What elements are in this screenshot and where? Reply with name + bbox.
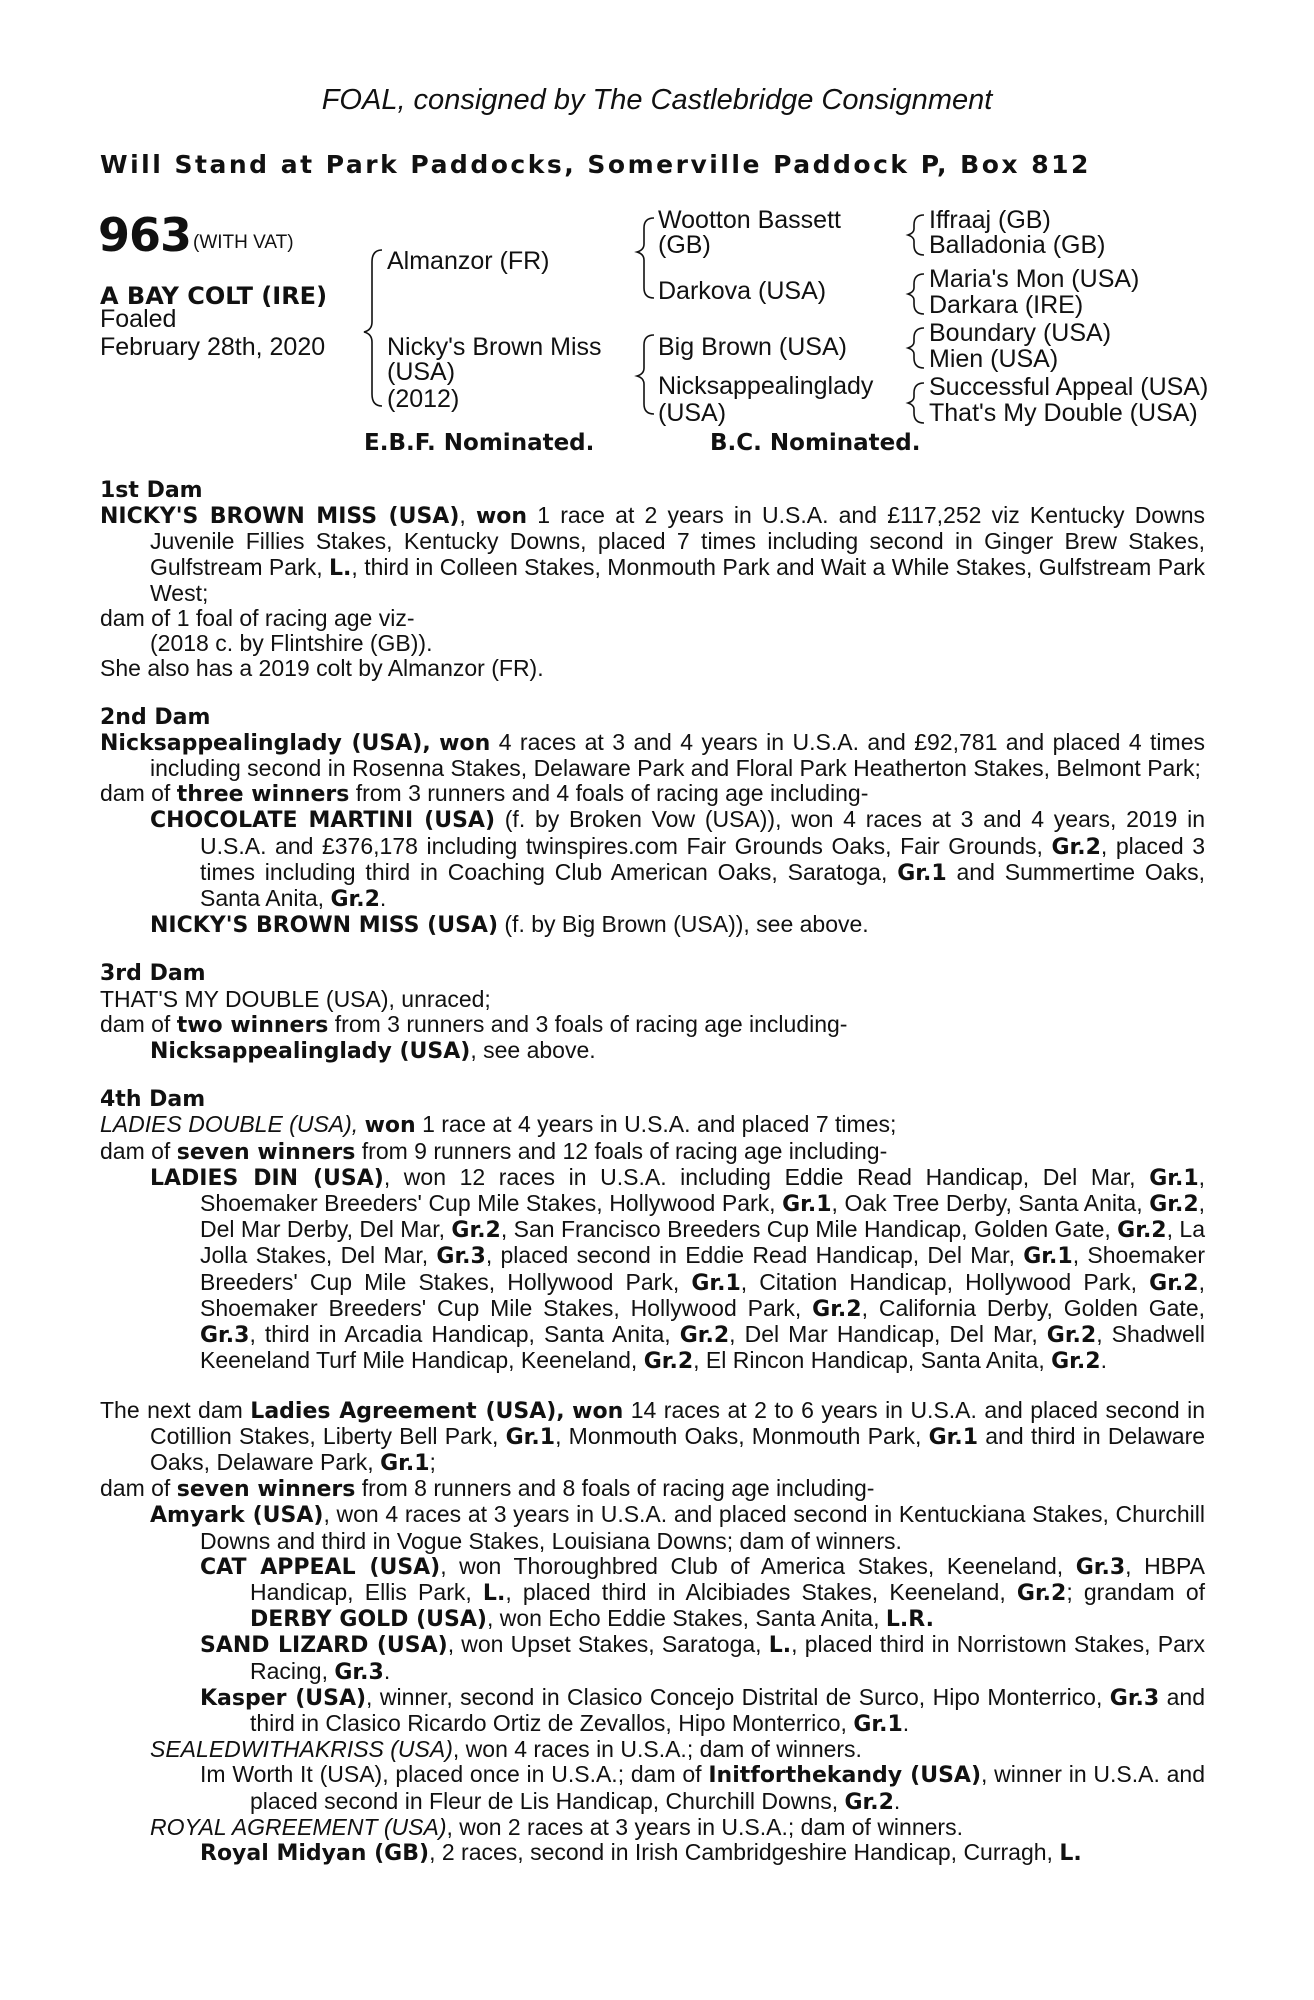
progeny-kasper: Kasper (USA), winner, second in Clasico Concejo Distrital de Surco, Hipo Monterrico, Gr.3 and third in Clasico Ricardo Ortiz de Zevallos, Hipo Monterrico, Gr.1. xyxy=(200,1683,1206,1737)
gen3-1: Iffraaj (GB) xyxy=(929,206,1051,234)
third-dam-record: THAT'S MY DOUBLE (USA), unraced; xyxy=(100,985,491,1012)
fourth-dam-produce: dam of seven winners from 9 runners and 12 foals of racing age including- xyxy=(100,1137,888,1165)
race-text: , Shadwell Keeneland Turf Mile Handicap, Keeneland, xyxy=(200,1321,1205,1374)
race-text: , Oak Tree Derby, Santa Anita, xyxy=(831,1190,1150,1217)
race-grade: Gr.2 xyxy=(1117,1218,1167,1244)
progeny-sealedwithakriss: SEALEDWITHAKRISS (USA), won 4 races in U.S.A.; dam of winners. xyxy=(150,1736,862,1763)
catalogue-body xyxy=(100,478,1205,1866)
race-grade: Gr.2 xyxy=(812,1296,862,1322)
sire-dam-name: Darkova (USA) xyxy=(658,277,827,305)
dam-dam-country: (USA) xyxy=(658,399,727,427)
first-dam-heading: 1st Dam xyxy=(100,478,203,503)
race-text: , San Francisco Breeders Cup Mile Handicap, Golden Gate, xyxy=(500,1216,1118,1243)
race-text: , Shoemaker Breeders' Cup Mile Stakes, Hollywood Park, xyxy=(200,1268,1205,1321)
vat-label: (WITH VAT) xyxy=(193,232,294,253)
dam-name: Nicky's Brown Miss xyxy=(387,333,602,361)
sire-sire-country: (GB) xyxy=(658,231,711,259)
fourth-dam-record: LADIES DOUBLE (USA), won 1 race at 4 years in U.S.A. and placed 7 times; xyxy=(100,1111,897,1139)
progeny-amyark: Amyark (USA), won 4 races at 3 years in U.S.A. and placed second in Kentuckiana Stakes, Churchill Downs and third in Vogue Stakes, Louisiana Downs; dam of winners. xyxy=(150,1501,1205,1554)
gen3-8: That's My Double (USA) xyxy=(929,399,1198,427)
gen3-5: Boundary (USA) xyxy=(929,319,1112,347)
progeny-im-worth-it: Im Worth It (USA), placed once in U.S.A.; dam of Initforthekandy (USA), winner in U.S.A. and placed second in Fleur de Lis Handicap, Churchill Downs, Gr.2. xyxy=(200,1761,1205,1815)
race-grade: Gr.2 xyxy=(1051,1349,1101,1375)
progeny-sand-lizard: SAND LIZARD (USA), won Upset Stakes, Saratoga, L., placed third in Norristown Stakes, Parx Racing, Gr.3. xyxy=(200,1631,1206,1685)
bc-nominated: B.C. Nominated. xyxy=(710,430,921,456)
race-grade: Gr.1 xyxy=(691,1270,741,1296)
stand-location: Will Stand at Park Paddocks, Somerville Paddock P, Box 812 xyxy=(100,150,1091,179)
race-grade: Gr.1 xyxy=(1023,1244,1073,1270)
race-text: , Shoemaker Breeders' Cup Mile Stakes, Hollywood Park, xyxy=(200,1163,1206,1217)
foaled-label: Foaled xyxy=(100,305,177,333)
gen3-brace-4 xyxy=(908,383,924,423)
race-text: , third in Arcadia Handicap, Santa Anita, xyxy=(249,1321,680,1348)
fourth-dam-heading: 4th Dam xyxy=(100,1087,206,1113)
race-text: , El Rincon Handicap, Santa Anita, xyxy=(693,1347,1052,1374)
gen3-7: Successful Appeal (USA) xyxy=(929,373,1209,401)
progeny-cat-appeal: CAT APPEAL (USA), won Thoroughbred Club of America Stakes, Keeneland, Gr.3, HBPA Handicap, Ellis Park, L., placed third in Alcibiades Stakes, Keeneland, Gr.2; grandam of DERBY GOLD (USA), won Echo Eddie Stakes, Santa Anita, L.R. xyxy=(200,1552,1206,1633)
progeny-chocolate-martini: CHOCOLATE MARTINI (USA) (f. by Broken Vow (USA)), won 4 races at 3 and 4 years, 2019 in U.S.A. and £376,178 including twinspires.com Fair Grounds Oaks, Fair Grounds, Gr.2, placed 3 times including third in Coaching Club American Oaks, Saratoga, Gr.1 and Summertime Oaks, Santa Anita, Gr.2. xyxy=(150,806,1206,913)
first-dam-record: NICKY'S BROWN MISS (USA), won 1 race at 2 years in U.S.A. and £117,252 viz Kentucky Downs Juvenile Fillies Stakes, Kentucky Downs, placed 7 times including second in Ginger Brew Stakes, Gulfstream Park, L., third in Colleen Stakes, Monmouth Park and Wait a While Stakes, Gulfstream Park West; xyxy=(100,502,1206,606)
race-grade: Gr.2 xyxy=(643,1349,694,1375)
next-dam-produce: dam of seven winners from 8 runners and 8 foals of racing age including- xyxy=(100,1475,875,1503)
race-grade: Gr.1 xyxy=(1149,1165,1199,1191)
race-text: , California Derby, Golden Gate, xyxy=(861,1294,1206,1321)
sire-name: Almanzor (FR) xyxy=(387,247,550,275)
gen1-brace xyxy=(364,250,382,406)
gen3-brace-2 xyxy=(908,274,924,314)
progeny-nicksappealinglady: Nicksappealinglady (USA), see above. xyxy=(150,1037,596,1065)
dam-sire-name: Big Brown (USA) xyxy=(658,333,847,361)
race-grade: Gr.2 xyxy=(1149,1192,1199,1218)
consignor-line: FOAL, consigned by The Castlebridge Consignment xyxy=(321,84,993,116)
race-text: , placed second in Eddie Read Handicap, Del Mar, xyxy=(485,1242,1024,1269)
dam-year: (2012) xyxy=(387,385,460,413)
first-dam-produce: dam of 1 foal of racing age viz- xyxy=(100,605,415,632)
ebf-nominated: E.B.F. Nominated. xyxy=(364,430,595,456)
second-dam-produce: dam of three winners from 3 runners and 4 foals of racing age including- xyxy=(100,780,869,808)
lot-number: 963 xyxy=(98,208,192,262)
race-grade: Gr.3 xyxy=(200,1323,250,1349)
first-dam-also: She also has a 2019 colt by Almanzor (FR). xyxy=(100,655,544,682)
foaled-date: February 28th, 2020 xyxy=(100,333,326,361)
dam-country: (USA) xyxy=(387,358,456,386)
horse-title: A BAY COLT (IRE) xyxy=(100,282,328,310)
race-text: , Citation Handicap, Hollywood Park, xyxy=(740,1268,1150,1295)
gen3-brace-3 xyxy=(908,328,924,368)
race-grade: Gr.1 xyxy=(782,1192,832,1218)
race-grade: Gr.2 xyxy=(451,1218,501,1244)
second-dam-record: Nicksappealinglady (USA), won 4 races at 3 and 4 years in U.S.A. and £92,781 and placed 4 times including second in Rosenna Stakes, Delaware Park and Floral Park Heatherton Stakes, Belmont Park; xyxy=(100,728,1205,782)
progeny-royal-agreement: ROYAL AGREEMENT (USA), won 2 races at 3 years in U.S.A.; dam of winners. xyxy=(150,1813,963,1840)
progeny-ladies-din: LADIES DIN (USA), won 12 races in U.S.A. including Eddie Read Handicap, Del Mar, Gr.1, Shoemaker Breeders' Cup Mile Stakes, Hollywood Park, Gr.1, Oak Tree Derby, Santa Anita, Gr.2, Del Mar Derby, Del Mar, Gr.2, San Francisco Breeders Cup Mile Handicap, Golden Gate, Gr.2, La Jolla Stakes, Del Mar, Gr.3, placed second in Eddie Read Handicap, Del Mar, Gr.1, Shoemaker Breeders' Cup Mile Stakes, Hollywood Park, Gr.1, Citation Handicap, Hollywood Park, Gr.2, Shoemaker Breeders' Cup Mile Stakes, Hollywood Park, Gr.2, California Derby, Golden Gate, Gr.3, third in Arcadia Handicap, Santa Anita, Gr.2, Del Mar Handicap, Del Mar, Gr.2, Shadwell Keeneland Turf Mile Handicap, Keeneland, Gr.2, El Rincon Handicap, Santa Anita, Gr.2. xyxy=(150,1163,1206,1375)
race-text: , Del Mar Handicap, Del Mar, xyxy=(729,1321,1047,1348)
third-dam-produce: dam of two winners from 3 runners and 3 foals of racing age including- xyxy=(100,1010,848,1038)
race-text: , Shoemaker Breeders' Cup Mile Stakes, Hollywood Park, xyxy=(200,1242,1205,1295)
sire-sire-name: Wootton Bassett xyxy=(658,206,841,234)
gen3-6: Mien (USA) xyxy=(929,345,1059,373)
progeny-nickys-brown-miss: NICKY'S BROWN MISS (USA) (f. by Big Brown (USA)), see above. xyxy=(150,911,869,939)
first-dam-foal: (2018 c. by Flintshire (GB)). xyxy=(150,630,433,657)
gen2-lower-brace xyxy=(637,335,654,414)
gen3-brace-1 xyxy=(908,215,924,255)
race-text: , won 12 races in U.S.A. including Eddie Read Handicap, Del Mar, xyxy=(383,1163,1150,1190)
race-text: , Del Mar Derby, Del Mar, xyxy=(200,1190,1206,1243)
gen3-3: Maria's Mon (USA) xyxy=(929,265,1140,293)
race-text: . xyxy=(1100,1347,1107,1374)
gen2-upper-brace xyxy=(637,218,654,298)
next-dam-record: The next dam Ladies Agreement (USA), won 14 races at 2 to 6 years in U.S.A. and placed second in Cotillion Stakes, Liberty Bell Park, Gr.1, Monmouth Oaks, Monmouth Park, Gr.1 and third in Delaware Oaks, Delaware Park, Gr.1; xyxy=(100,1396,1206,1476)
race-text: , La Jolla Stakes, Del Mar, xyxy=(200,1216,1205,1269)
progeny-royal-midyan: Royal Midyan (GB), 2 races, second in Irish Cambridgeshire Handicap, Curragh, L. xyxy=(200,1838,1082,1866)
gen3-2: Balladonia (GB) xyxy=(929,231,1106,259)
dam-dam-name: Nicksappealinglady xyxy=(658,372,874,400)
race-grade: Gr.3 xyxy=(436,1244,486,1270)
gen3-4: Darkara (IRE) xyxy=(929,291,1084,319)
second-dam-heading: 2nd Dam xyxy=(100,704,211,730)
race-grade: Gr.2 xyxy=(1046,1323,1097,1349)
race-grade: Gr.2 xyxy=(679,1323,730,1349)
third-dam-heading: 3rd Dam xyxy=(100,961,206,987)
race-grade: Gr.2 xyxy=(1149,1270,1199,1296)
